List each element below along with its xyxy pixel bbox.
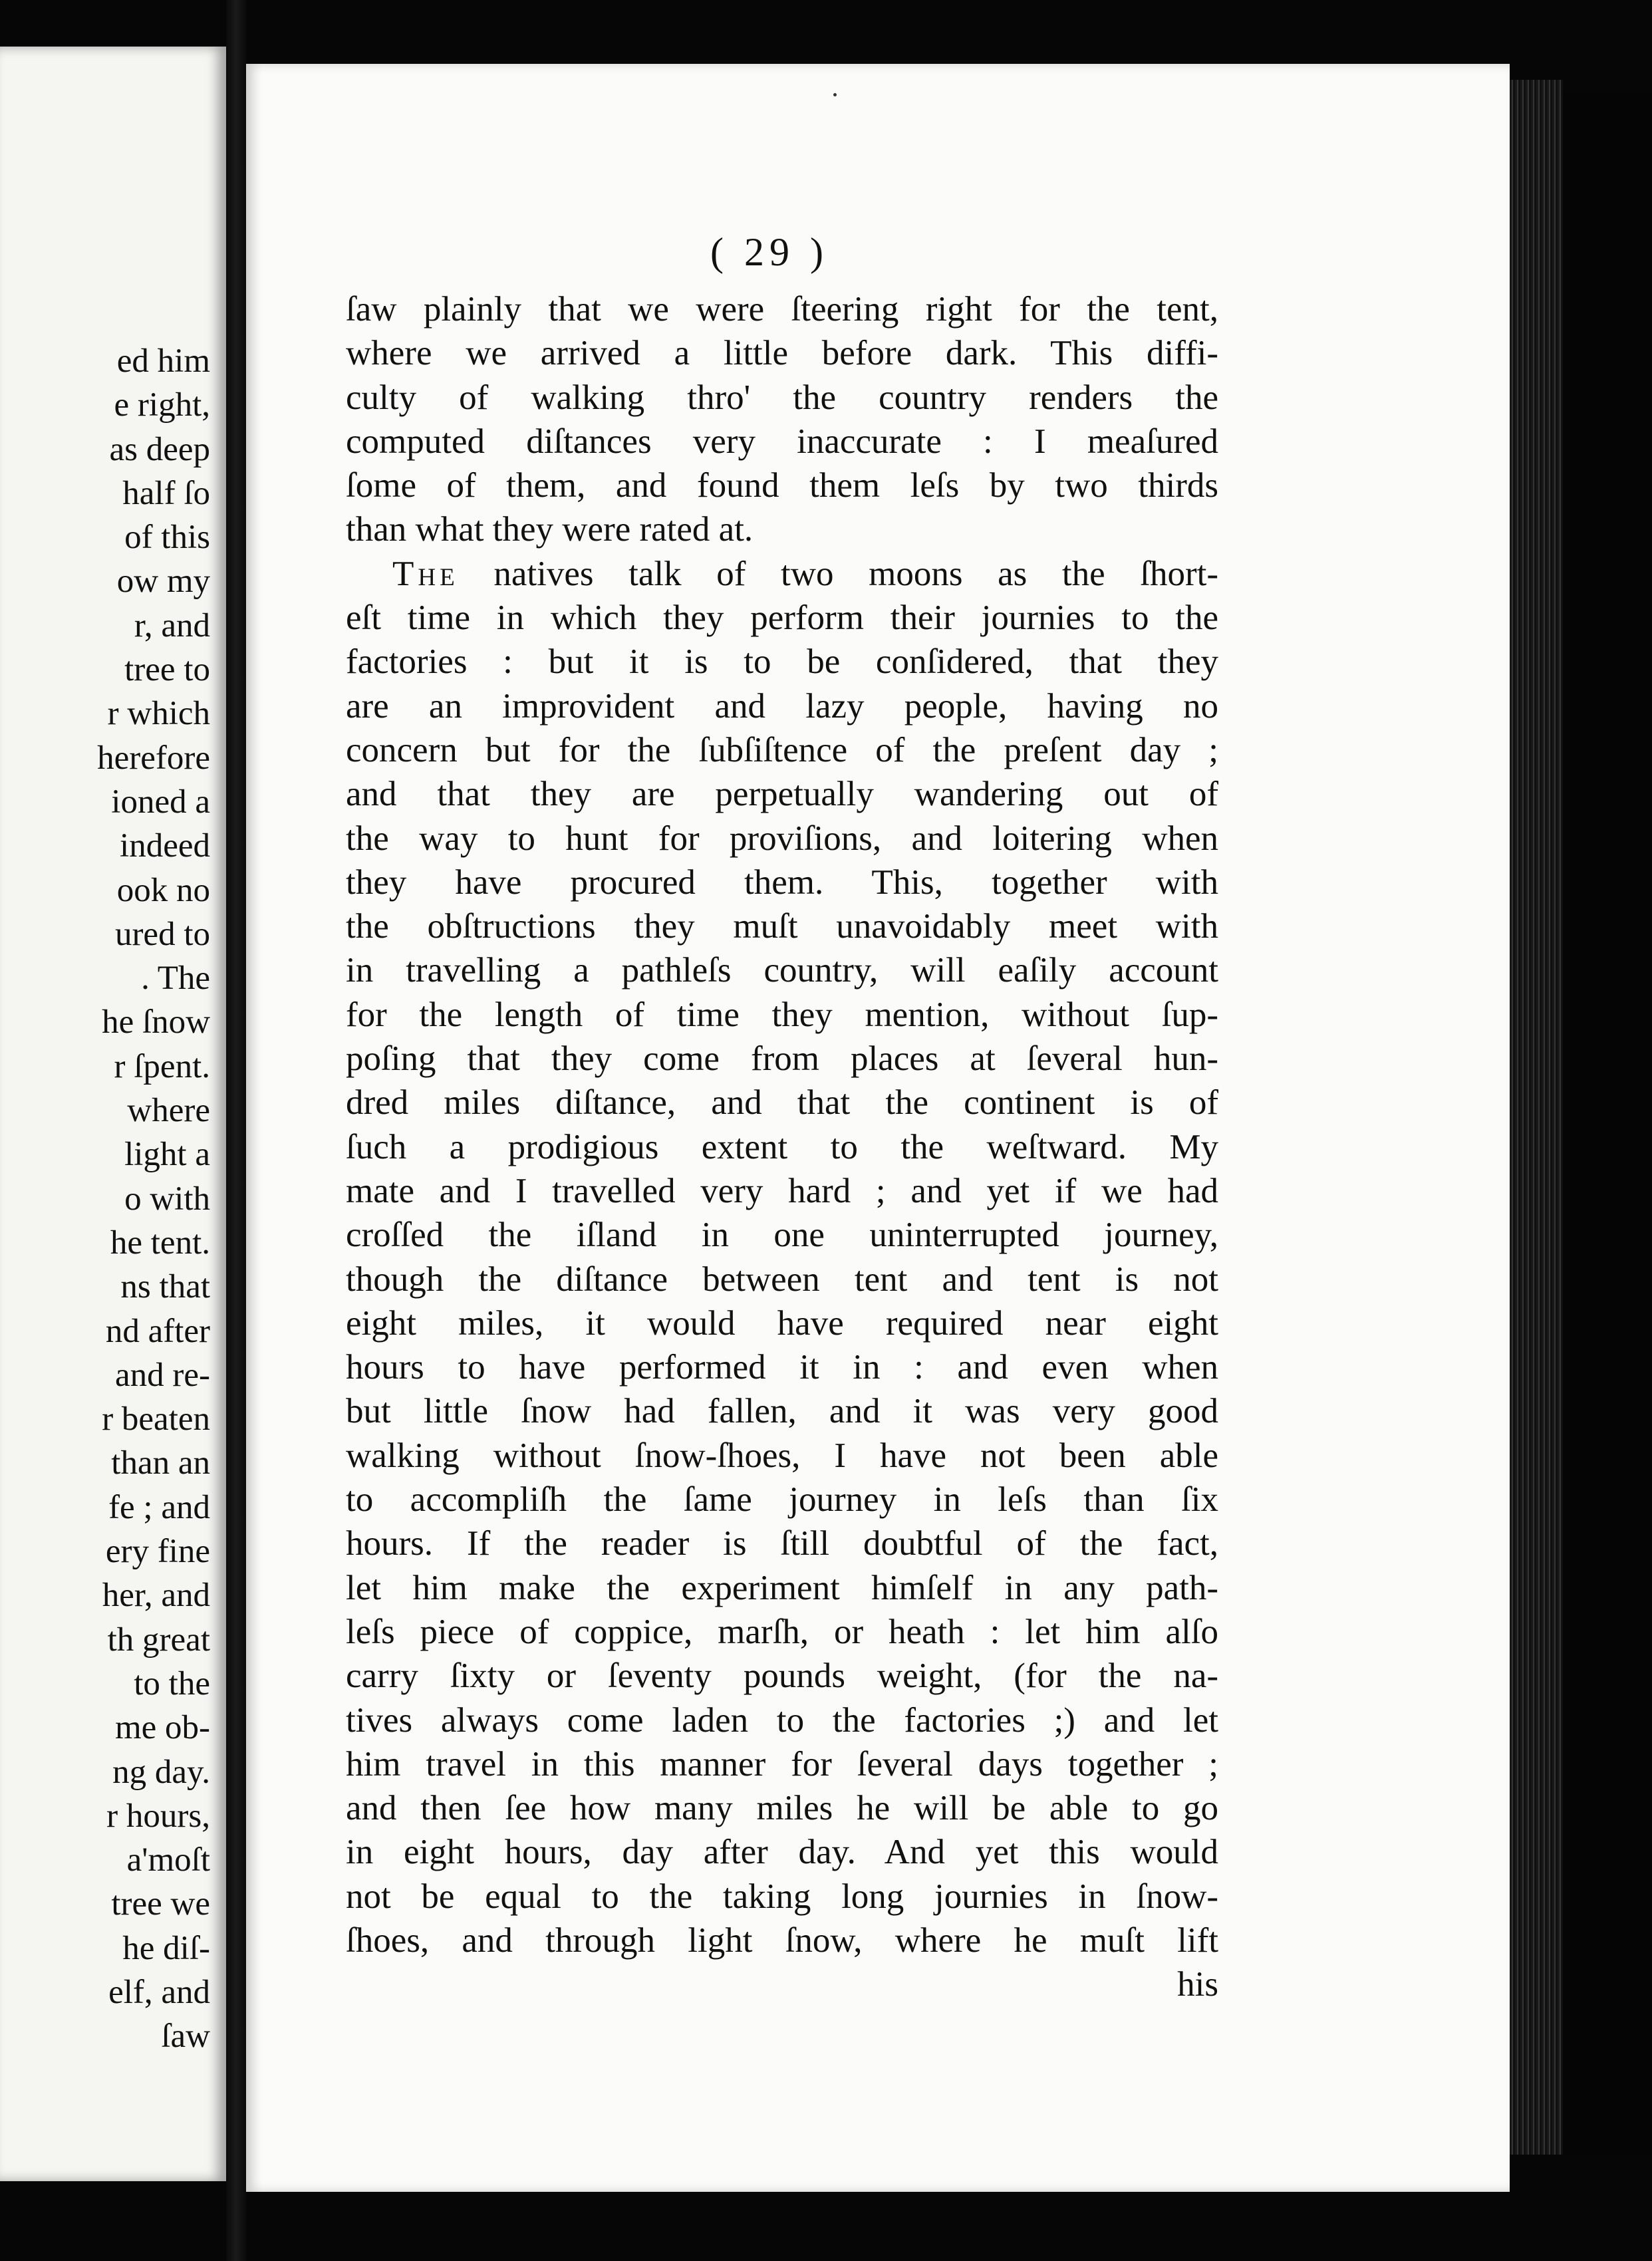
facing-page-line: th great [107, 1621, 210, 1659]
facing-page-line: ured to [114, 915, 210, 953]
text-line: in eight hours, day after day. And yet this would [346, 1833, 1218, 1872]
facing-page-line: of this [124, 519, 210, 557]
text-line: ſaw plainly that we were ſteering right for the tent, [346, 290, 1218, 329]
text-line: to accompliſh the ſame journey in leſs than ſix [346, 1480, 1218, 1520]
facing-page-line: ſaw [161, 2018, 210, 2056]
facing-page-line: ng day. [112, 1753, 210, 1791]
text-line: not be equal to the taking long journies in ſnow- [346, 1877, 1218, 1916]
text-line: they have procured them. This, together with [346, 863, 1218, 902]
scan-background [1563, 93, 1652, 2155]
facing-page-line: r, and [134, 606, 210, 644]
text-line: the way to hunt for proviſions, and loitering when [346, 819, 1218, 858]
facing-page-line: than an [111, 1444, 210, 1482]
facing-page-line: r hours, [106, 1797, 210, 1835]
facing-page-line: to the [134, 1664, 210, 1702]
text-line: dred miles diſtance, and that the continent is of [346, 1083, 1218, 1123]
text-line: poſing that they come from places at ſeveral hun- [346, 1039, 1218, 1079]
text-line: mate and I travelled very hard ; and yet if we had [346, 1171, 1218, 1210]
facing-page-line: tree we [111, 1885, 210, 1923]
facing-page-line: and re- [115, 1356, 210, 1394]
facing-page-line: r which [107, 695, 210, 733]
book-gutter [226, 0, 246, 2261]
facing-page-line: light a [124, 1136, 210, 1174]
page-number: ( 29 ) [710, 230, 829, 274]
text-line: ſome of them, and found them leſs by two thirds [346, 466, 1218, 505]
facing-page-line: fe ; and [108, 1488, 210, 1526]
text-line: though the diſtance between tent and tent is not [346, 1260, 1218, 1299]
facing-page-line: a'moſt [126, 1841, 210, 1879]
text-line: are an improvident and lazy people, having no [346, 686, 1218, 726]
facing-page-line: elf, and [108, 1973, 210, 2011]
text-line [346, 552, 1218, 596]
text-line: computed diſtances very inaccurate : I meaſured [346, 422, 1218, 461]
facing-page-line: ow my [116, 563, 210, 600]
facing-page-line: ioned a [111, 783, 210, 821]
ink-speck [833, 93, 837, 96]
facing-page-line: ery fine [105, 1533, 210, 1571]
facing-page-line: r beaten [102, 1400, 210, 1438]
text-line: in travelling a pathleſs country, will eaſily account [346, 951, 1218, 990]
facing-page-line: her, and [102, 1577, 210, 1615]
facing-page-line: herefore [97, 739, 210, 777]
text-line: let him make the experiment himſelf in any path- [346, 1568, 1218, 1607]
page-body-text [346, 287, 1218, 2007]
page-edges [1510, 80, 1563, 2155]
facing-page-line: e right, [114, 386, 210, 424]
facing-page-line: ook no [116, 871, 210, 909]
text-line: culty of walking thro' the country renders the [346, 378, 1218, 417]
text-line: but little ſnow had fallen, and it was very good [346, 1392, 1218, 1431]
text-line-rest: natives talk of two moons as the ſhort- [493, 554, 1219, 593]
facing-page-line: as deep [109, 430, 210, 468]
facing-page-line: . The [141, 960, 210, 998]
facing-page-line: half ſo [122, 474, 210, 512]
text-line: ſhoes, and through light ſnow, where he muſt lift [346, 1921, 1218, 1960]
facing-page [0, 47, 226, 2181]
facing-page-line: he tent. [110, 1224, 210, 1262]
text-line: hours to have performed it in : and even when [346, 1348, 1218, 1387]
text-line: croſſed the iſland in one uninterrupted journey, [346, 1216, 1218, 1255]
text-line: ſuch a prodigious extent to the weſtward. My [346, 1127, 1218, 1166]
text-line: eſt time in which they perform their journies to the [346, 598, 1218, 638]
facing-page-line: nd after [105, 1312, 210, 1350]
text-line: tives always come laden to the factories ;) and let [346, 1700, 1218, 1740]
facing-page-line: o with [124, 1180, 210, 1218]
text-line: and then ſee how many miles he will be able to go [346, 1789, 1218, 1828]
facing-page-line: r ſpent. [114, 1047, 210, 1085]
facing-page-line: he ſnow [102, 1003, 210, 1041]
text-line: carry ſixty or ſeventy pounds weight, (for the na- [346, 1657, 1218, 1696]
text-line: for the length of time they mention, without ſup- [346, 995, 1218, 1034]
facing-page-text [0, 339, 210, 2059]
facing-page-line: he diſ- [122, 1929, 210, 1967]
paragraph-opener: The [392, 554, 459, 593]
text-line: hours. If the reader is ſtill doubtful of the fact, [346, 1524, 1218, 1563]
text-line: eight miles, it would have required near eight [346, 1303, 1218, 1343]
text-line: and that they are perpetually wandering out of [346, 775, 1218, 814]
catchword: his [1177, 1965, 1218, 2004]
text-line: factories : but it is to be conſidered, that they [346, 642, 1218, 682]
facing-page-line: ed him [116, 342, 210, 380]
facing-page-line: me ob- [114, 1709, 210, 1747]
facing-page-line: indeed [120, 827, 210, 865]
text-line: him travel in this manner for ſeveral days together ; [346, 1744, 1218, 1784]
text-line: than what they were rated at. [346, 510, 754, 549]
facing-page-line: tree to [124, 651, 210, 689]
facing-page-line: ns that [120, 1268, 210, 1306]
text-line: the obſtructions they muſt unavoidably meet with [346, 907, 1218, 946]
text-line: where we arrived a little before dark. This diffi- [346, 334, 1218, 373]
text-line: concern but for the ſubſiſtence of the preſent day ; [346, 730, 1218, 769]
text-line: walking without ſnow-ſhoes, I have not been able [346, 1436, 1218, 1475]
text-line: leſs piece of coppice, marſh, or heath : let him alſo [346, 1612, 1218, 1651]
facing-page-line: where [127, 1092, 210, 1130]
